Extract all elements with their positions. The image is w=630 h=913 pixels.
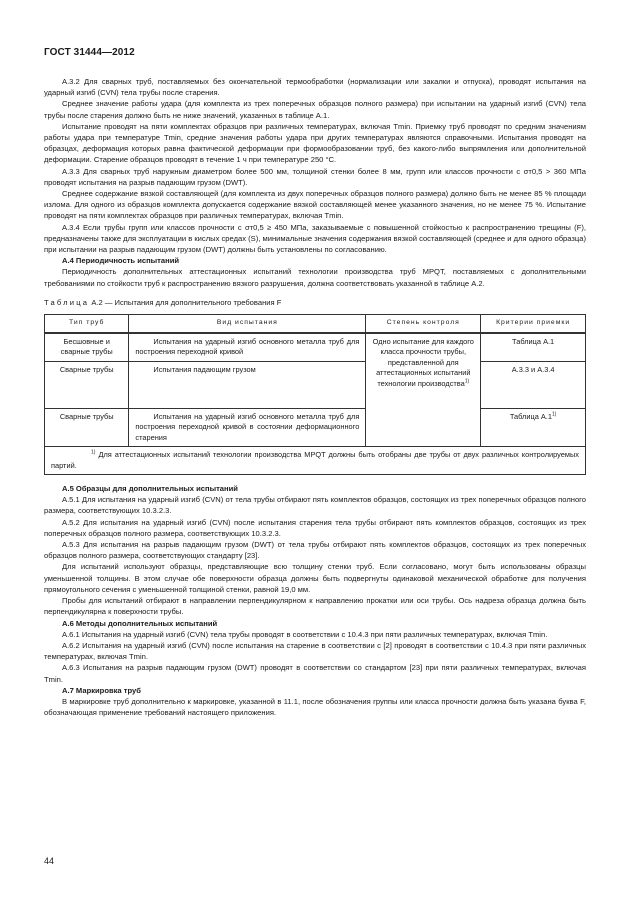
table-header-cell: Степень контроля bbox=[366, 315, 481, 333]
paragraph-a5-specimens: Для испытаний используют образцы, представляющие всю толщину стенки труб. Если согласовано, могут быть использованы образцы уменьшенной толщины. В этом случае обе поверхности образца должны быть подвергнуты одинаковой механической обработке для получения прямоугольного сечения с уменьшенной толщиной стенки, равной 19,0 мм. bbox=[44, 562, 586, 594]
section-heading-a7: А.7 Маркировка труб bbox=[62, 685, 141, 695]
document-header: ГОСТ 31444—2012 bbox=[44, 47, 135, 58]
paragraph-a3-4: А.3.4 Если трубы групп или классов прочности с σт0,5 ≥ 450 МПа, заказываемые с повышенной стойкостью к распространению трещины (F), предназначены также для эксплуатации в кислых средах (S), минимальные значения содержания вязкой составляющей (среднее и для одного образца) при испытании на разрыв падающим грузом (DWT) должны быть установлены по согласованию. bbox=[44, 222, 587, 255]
paragraph-a3-2-avg: Среднее значение работы удара (для комплекта из трех поперечных образцов полного размера) при испытании на ударный изгиб (CVN) тела трубы после старения должно быть не ниже значений, указанных в таблице А.1. bbox=[44, 99, 586, 120]
paragraph-a3-2-test: Испытание проводят на пяти комплектах образцов при различных температурах, включая Tmin. Приемку труб проводят по средним значениям работы удара при температуре Tmin, средние значения работы удара при других температурах являются справочными. Испытания проводят на образцах, деформация которых равна фактической деформации при формообразовании труб, без какого-либо выпрямления или дополнительной деформации. Старение образцов проводят в течение 1 ч при температуре 250 °С. bbox=[44, 121, 586, 165]
paragraph-a5-1: А.5.1 Для испытания на ударный изгиб (CVN) от тела трубы отбирают пять комплектов образцов, состоящих из трех поперечных образцов полного размера, соответствующих 10.3.2.3. bbox=[44, 495, 586, 516]
paragraph-a3-2: A.3.2 Для сварных труб, поставляемых без окончательной термообработки (нормализации или закалки и отпуска), проводят испытания на ударный изгиб (CVN) тела трубы после старения. bbox=[44, 77, 586, 98]
paragraph-a5-3: А.5.3 Для испытания на разрыв падающим грузом (DWT) от тела трубы отбирают пять комплектов образцов, состоящих из трех поперечных образцов полного размера, соответствующих стандарту [23]. bbox=[44, 540, 586, 561]
paragraph-a3-3: А.3.3 Для сварных труб наружным диаметром более 500 мм, толщиной стенки более 8 мм, групп или классов прочности с σт0,5 > 360 МПа проводят испытания на разрыв падающим грузом (DWT). bbox=[44, 166, 586, 187]
footnote-ref: 1) bbox=[464, 378, 470, 385]
page-number: 44 bbox=[44, 856, 55, 866]
table-cell-type: Сварные трубы bbox=[45, 408, 129, 447]
footnote-mark: 1) bbox=[91, 449, 96, 456]
paragraph-a6-2: А.6.2 Испытания на ударный изгиб (CVN) после испытания на старение в соответствии с [2] проводят в соответствии с 10.4.3 при пяти различных температурах, включая Tmin. bbox=[44, 640, 586, 662]
table-cell-type: Бесшовные и сварные трубы bbox=[45, 333, 129, 362]
section-heading-a4: А.4 Периодичность испытаний bbox=[62, 256, 180, 266]
table-cell-test: Испытания падающим грузом bbox=[129, 361, 366, 408]
footnote-ref: 1) bbox=[551, 411, 557, 418]
table-caption bbox=[44, 297, 586, 308]
table-cell-test: Испытания на ударный изгиб основного металла труб для построения переходной кривой в состоянии деформационного старения bbox=[129, 408, 366, 447]
table-row bbox=[45, 408, 586, 447]
paragraph-a4: Периодичность дополнительных аттестационных испытаний технологии производства труб MPQT, поставляемых с дополнительными требованиями по стойкости труб к распространению вязкого разрушения, должна соответствовать указанной в таблице А.2. bbox=[44, 267, 586, 288]
table-caption-text: А.2 — Испытания для дополнительного требования F bbox=[91, 297, 282, 307]
paragraph-a7: В маркировке труб дополнительно к маркировке, указанной в 11.1, после обозначения группы или класса прочности должна быть указана буква F, обозначающая применение требований настоящего приложения. bbox=[44, 696, 586, 718]
table-cell-control bbox=[366, 333, 481, 447]
table-cell-criteria bbox=[481, 408, 586, 447]
footnote-text: Для аттестационных испытаний технологии производства MPQT должны быть отобраны две трубы от двух различных контролируемых партий. bbox=[51, 450, 579, 470]
table-header-cell: Вид испытания bbox=[129, 315, 366, 333]
table-footnote-row bbox=[45, 447, 586, 475]
table-cell-type: Сварные трубы bbox=[45, 361, 129, 408]
paragraph-a5-2: А.5.2 Для испытания на ударный изгиб (CVN) после испытания старения тела трубы отбирают пять комплектов образцов, состоящих из трех поперечных образцов полного размера, соответствующих 10.3.2.3. bbox=[44, 517, 586, 538]
table-footnote bbox=[45, 447, 586, 475]
table-cell-criteria: А.3.3 и А.3.4 bbox=[481, 361, 586, 408]
document-body bbox=[44, 76, 586, 718]
section-heading-a5: А.5 Образцы для дополнительных испытаний bbox=[62, 484, 238, 494]
table-cell-test: Испытания на ударный изгиб основного металла труб для построения переходной кривой bbox=[129, 333, 366, 362]
table-cell-criteria: Таблица А.1 bbox=[481, 333, 586, 362]
paragraph-a3-3-avg: Среднее содержание вязкой составляющей (для комплекта из двух поперечных образцов полного размера) должно быть не менее 85 % площади излома. Для одного из образцов комплекта допускается содержание вязкой составляющей менее указанного значения, но не менее 75 %. Испытание проводят на пяти комплектах образцов при различных температурах, включая Tmin. bbox=[44, 189, 586, 221]
tests-table bbox=[44, 314, 586, 475]
table-header-cell: Тип труб bbox=[45, 315, 129, 333]
table-header-cell: Критерии приемки bbox=[481, 315, 586, 333]
table-caption-prefix: Таблица bbox=[44, 297, 90, 307]
section-heading-a6: А.6 Методы дополнительных испытаний bbox=[62, 618, 218, 628]
paragraph-a6-3: А.6.3 Испытания на разрыв падающим грузом (DWT) проводят в соответствии со стандартом [23] при пяти различных температурах, включая Tmin. bbox=[44, 663, 586, 684]
criteria-text: Таблица А.1 bbox=[509, 411, 552, 421]
paragraph-a6-1: А.6.1 Испытания на ударный изгиб (CVN) тела трубы проводят в соответствии с 10.4.3 при пяти различных температурах, включая Tmin. bbox=[62, 629, 548, 639]
table-row bbox=[45, 333, 586, 362]
table-row bbox=[45, 361, 586, 408]
control-text: Одно испытание для каждого класса прочности трубы, представленной для аттестационных испытаний технологии производства bbox=[372, 336, 474, 388]
table-header-row bbox=[45, 315, 586, 333]
paragraph-a5-sampling: Пробы для испытаний отбирают в направлении перпендикулярном к направлению прокатки или оси трубы. Ось надреза образца должна быть перпендикулярна к поверхности трубы. bbox=[44, 596, 586, 617]
